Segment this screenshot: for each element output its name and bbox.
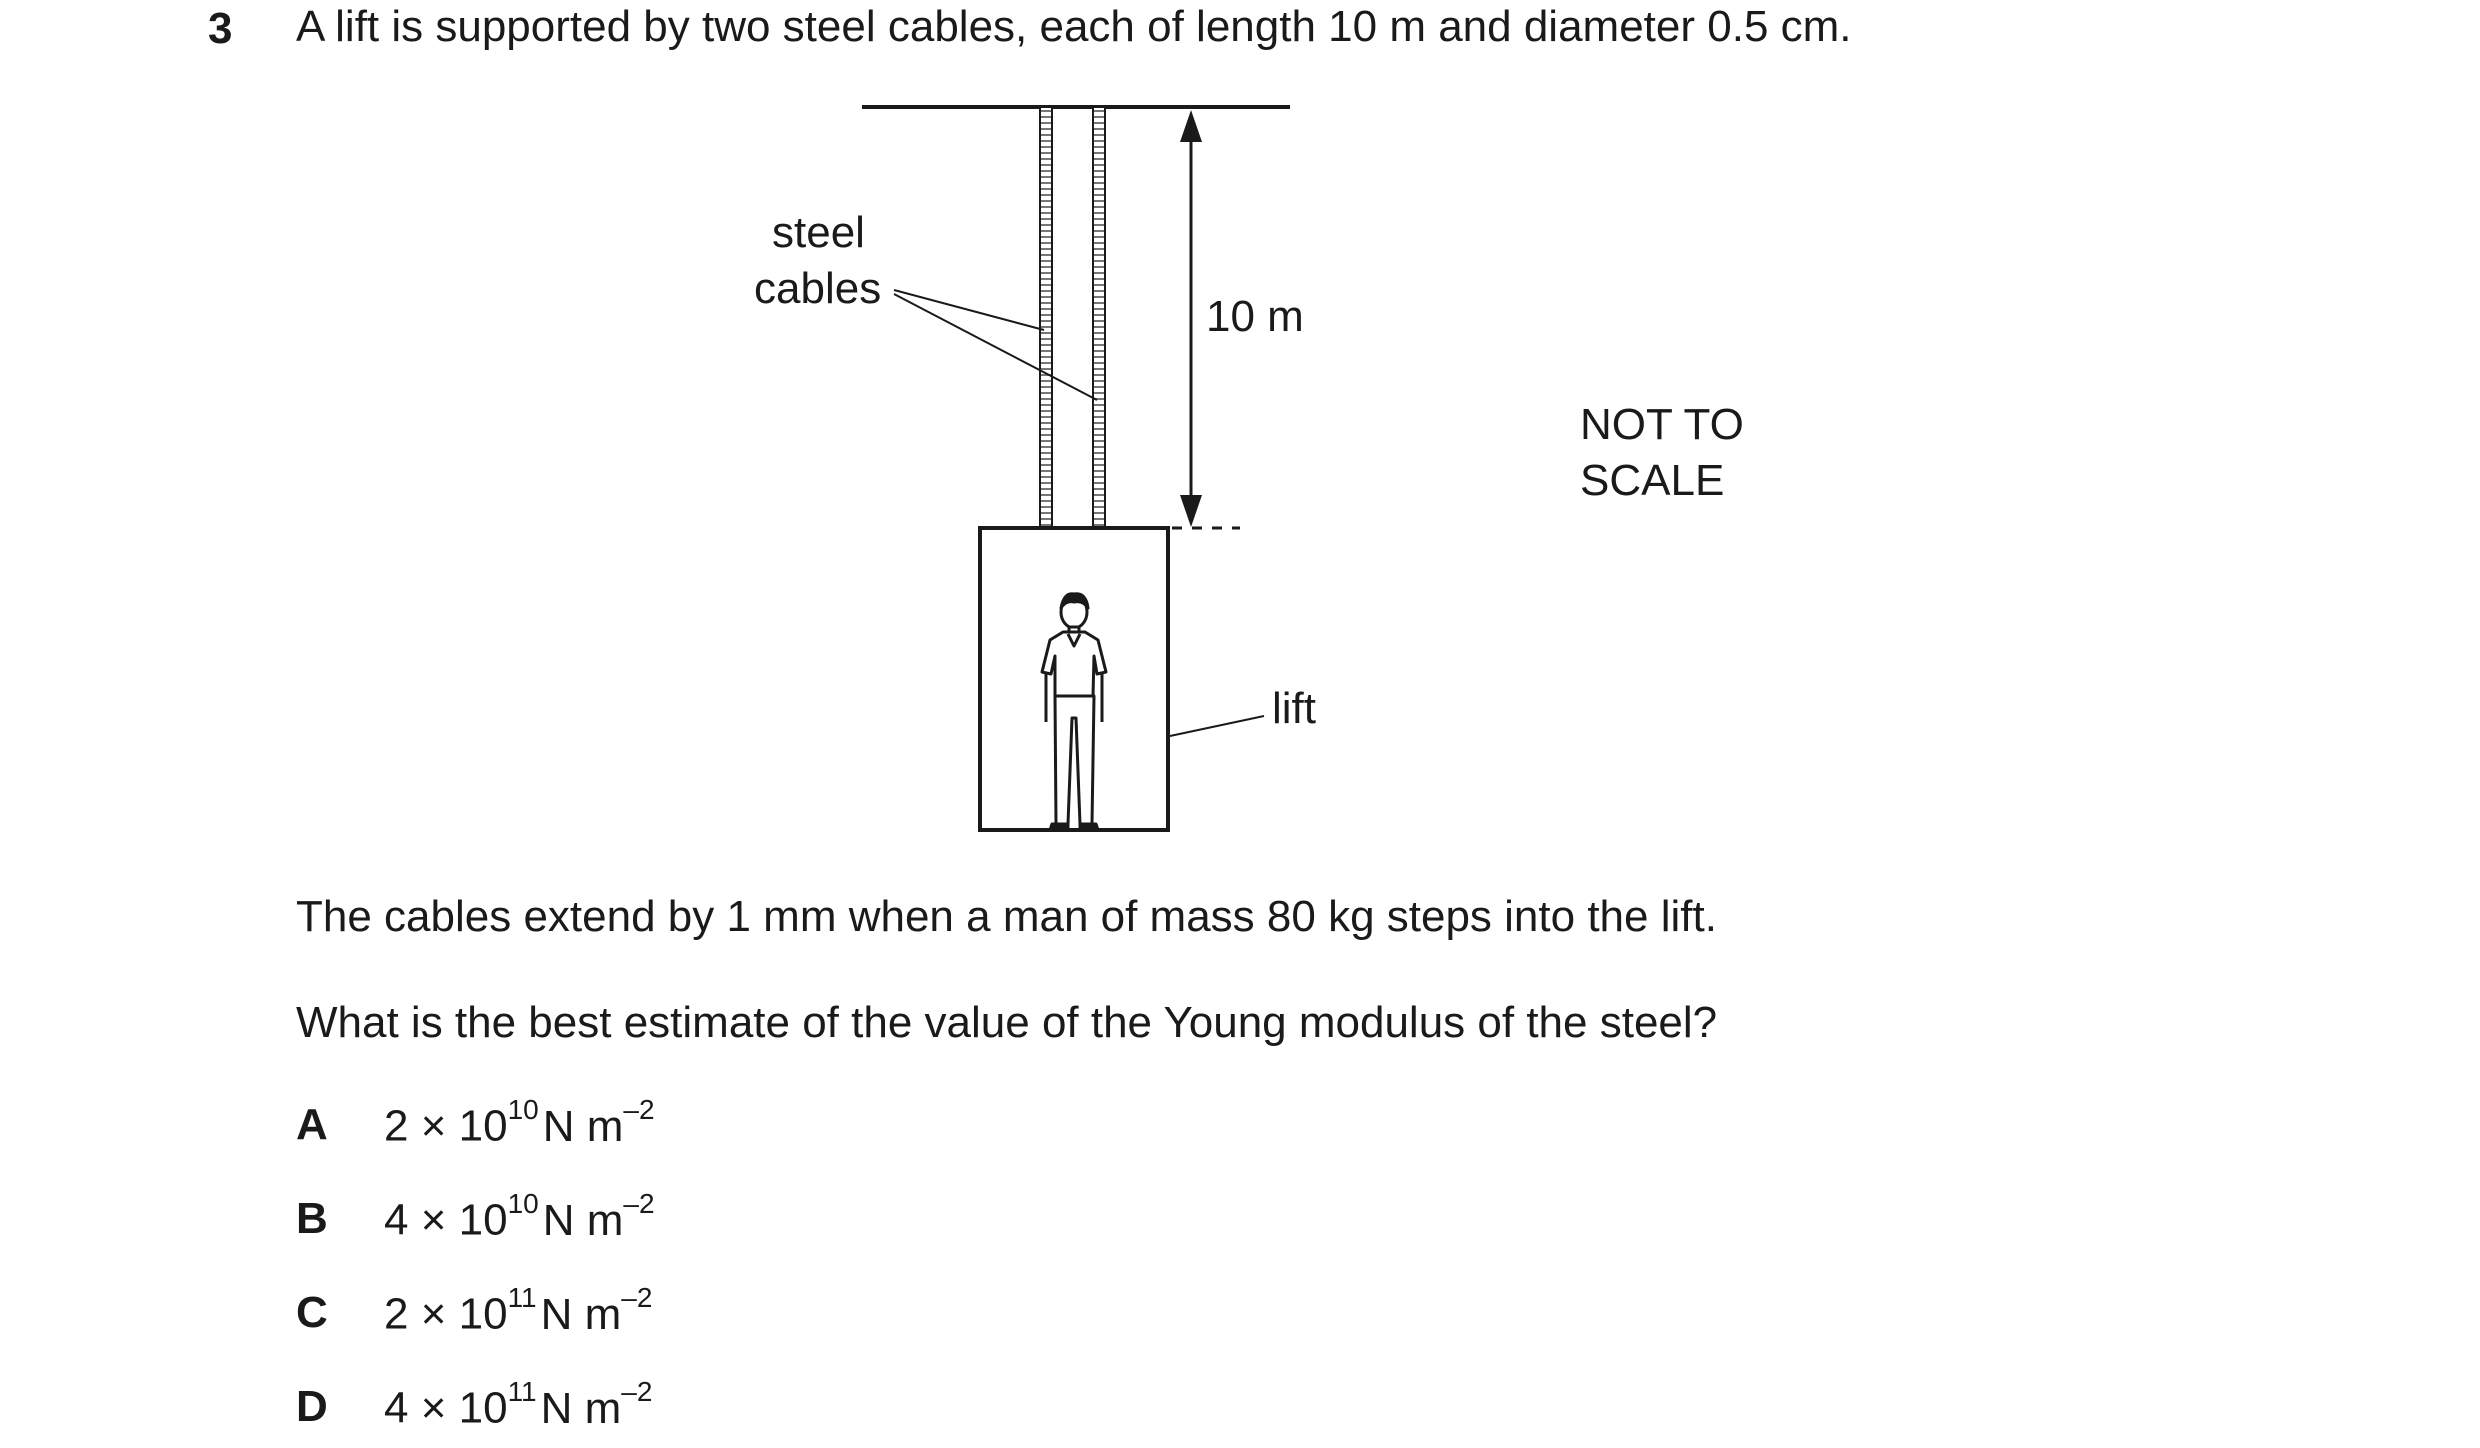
note-not-to: NOT TO <box>1580 400 1744 449</box>
extension-text: The cables extend by 1 mm when a man of mass 80 kg steps into the lift. <box>296 892 1717 941</box>
option-letter: C <box>296 1288 328 1337</box>
leader-cable-left <box>894 290 1044 330</box>
arrow-up-icon <box>1180 110 1202 142</box>
question-number: 3 <box>208 4 233 53</box>
leader-lift <box>1170 716 1264 736</box>
label-cables: cables <box>754 264 882 313</box>
option-letter: A <box>296 1100 328 1149</box>
note-scale: SCALE <box>1580 456 1725 505</box>
label-length: 10 m <box>1206 292 1304 341</box>
option-value: $4 \times 10^{11}N$ $m^{-2}$ <box>384 1376 653 1433</box>
label-steel: steel <box>772 208 865 257</box>
option-letter: D <box>296 1382 328 1431</box>
label-lift: lift <box>1272 684 1316 733</box>
arrow-down-icon <box>1180 495 1202 527</box>
question-prompt: What is the best estimate of the value of the Young modulus of the steel? <box>296 998 1718 1047</box>
question-intro: A lift is supported by two steel cables, each of length 10 m and diameter 0.5 cm. <box>296 2 1852 51</box>
option-value: $4 \times 10^{10}N$ $m^{-2}$ <box>384 1188 655 1245</box>
option-value: $2 \times 10^{10}N$ $m^{-2}$ <box>384 1094 655 1151</box>
steel-cable-right <box>1093 107 1105 527</box>
option-letter: B <box>296 1194 328 1243</box>
steel-cable-left <box>1040 107 1052 527</box>
leader-cable-right <box>894 294 1097 400</box>
option-value: $2 \times 10^{11}N$ $m^{-2}$ <box>384 1282 653 1339</box>
